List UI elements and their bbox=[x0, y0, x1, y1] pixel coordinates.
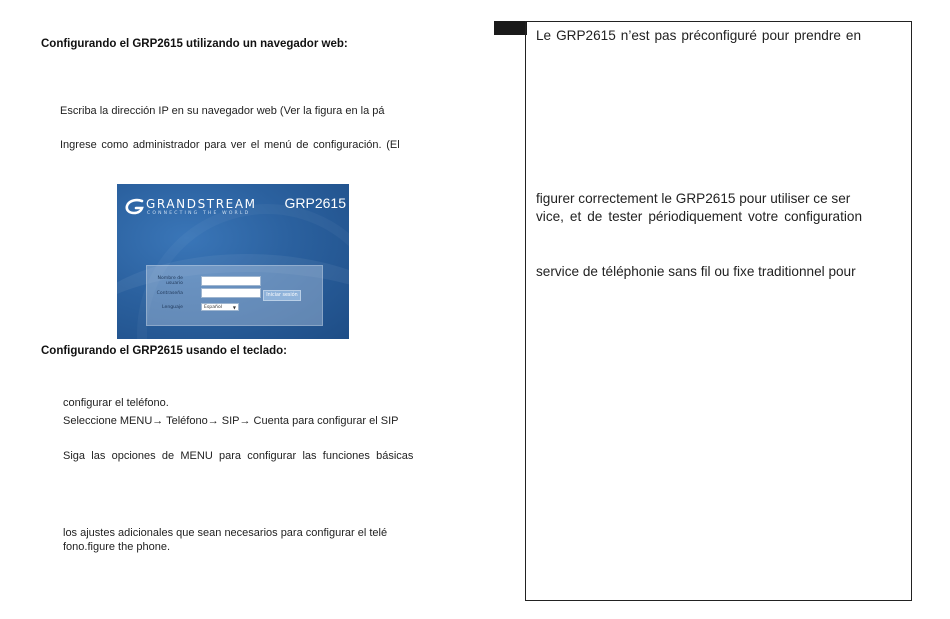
right-text-box bbox=[525, 21, 912, 601]
keypad-line-2: Seleccione MENU→ Teléfono→ SIP→ Cuenta para configurar el SIP bbox=[63, 415, 399, 427]
web-step-2: Ingrese como administrador para ver el menú de configuración. (El bbox=[60, 139, 400, 151]
chevron-down-icon: ▼ bbox=[232, 305, 236, 310]
password-label: Contraseña bbox=[156, 291, 183, 296]
login-form bbox=[146, 265, 323, 326]
language-label: Lenguaje bbox=[162, 305, 183, 310]
login-button[interactable]: Iniciar sesión bbox=[263, 290, 301, 301]
heading-web-config: Configurando el GRP2615 utilizando un navegador web: bbox=[41, 38, 348, 50]
keypad-line-1: configurar el teléfono. bbox=[63, 397, 169, 409]
password-field[interactable] bbox=[201, 288, 261, 298]
language-select[interactable] bbox=[201, 303, 239, 311]
right-line-4: service de téléphonie sans fil ou fixe traditionnel pour bbox=[536, 264, 856, 279]
keypad-line-4: los ajustes adicionales que sean necesarios para configurar el telé bbox=[63, 527, 388, 539]
right-line-1: Le GRP2615 n’est pas préconfiguré pour prendre en bbox=[536, 28, 862, 43]
heading-keypad-config: Configurando el GRP2615 usando el teclado: bbox=[41, 345, 288, 357]
username-label: Nombre de usuario bbox=[157, 276, 183, 286]
keypad-line-3: Siga las opciones de MENU para configurar las funciones básicas bbox=[63, 450, 414, 462]
username-field[interactable] bbox=[201, 276, 261, 286]
login-model: GRP2615 bbox=[284, 195, 346, 211]
keypad-line-5: fono.figure the phone. bbox=[63, 541, 171, 553]
grandstream-logo-icon bbox=[125, 198, 145, 216]
page-tab-marker bbox=[494, 21, 527, 35]
right-line-2: figurer correctement le GRP2615 pour utiliser ce ser bbox=[536, 191, 851, 206]
login-screenshot bbox=[117, 184, 349, 339]
web-step-1: Escriba la dirección IP en su navegador web (Ver la figura en la pá bbox=[60, 105, 385, 117]
right-line-3: vice, et de tester périodiquement votre configuration bbox=[536, 209, 863, 224]
login-brand: GRANDSTREAM bbox=[146, 197, 257, 211]
login-tagline: CONNECTING THE WORLD bbox=[147, 211, 251, 216]
language-value: Español bbox=[204, 305, 223, 310]
